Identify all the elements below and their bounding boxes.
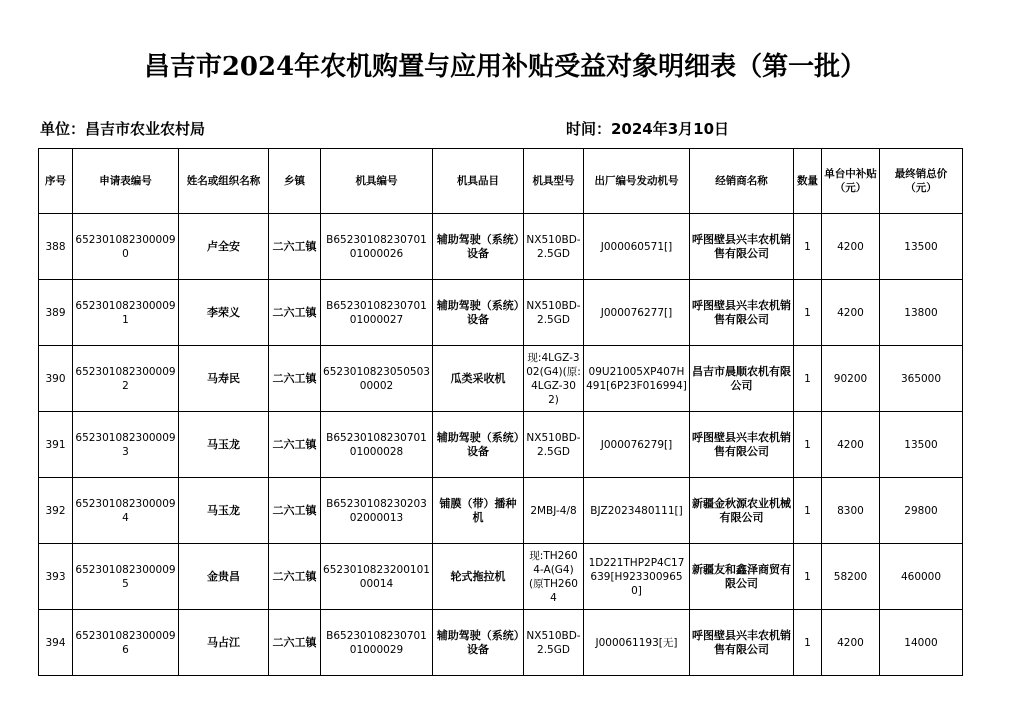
cell-index: [39, 412, 73, 478]
cell-text: 马占江: [207, 635, 240, 649]
cell-text: 马寿民: [207, 371, 240, 385]
cell-subsidy: [822, 214, 880, 280]
beneficiary-table: [38, 148, 963, 676]
table-row: [39, 214, 963, 280]
cell-machine-item: [433, 478, 524, 544]
cell-final-price: [880, 544, 963, 610]
cell-subsidy: [822, 610, 880, 676]
cell-text: 1: [804, 636, 811, 649]
cell-text: 铺膜（带）播种机: [439, 496, 517, 524]
cell-text: 新疆金秋源农业机械有限公司: [692, 496, 791, 524]
cell-quantity: [794, 280, 822, 346]
cell-index: [39, 544, 73, 610]
cell-text: 392: [45, 504, 66, 517]
cell-text: 13800: [904, 306, 938, 319]
cell-text: 马玉龙: [207, 437, 240, 451]
cell-text: 6523010823000090: [75, 233, 176, 260]
cell-machine-no: [321, 346, 433, 412]
cell-text: 6523010823000093: [75, 431, 176, 458]
cell-quantity: [794, 346, 822, 412]
cell-text: 394: [45, 636, 66, 649]
cell-quantity: [794, 478, 822, 544]
table-row: [39, 346, 963, 412]
cell-index: [39, 346, 73, 412]
cell-text: B6523010823070101000028: [326, 431, 427, 458]
cell-text: 2MBJ-4/8: [530, 504, 577, 517]
cell-town: [269, 412, 321, 478]
cell-text: 6523010823000094: [75, 497, 176, 524]
cell-name: [179, 412, 269, 478]
cell-factory-engine-no: [584, 412, 690, 478]
cell-town: [269, 280, 321, 346]
cell-name: [179, 346, 269, 412]
cell-factory-engine-no: [584, 280, 690, 346]
cell-text: 呼图壁县兴丰农机销售有限公司: [692, 232, 791, 260]
table-header-row: [39, 149, 963, 214]
header-subsidy: 单台中补贴（元）: [822, 149, 880, 214]
unit-label: 单位：昌吉市农业农村局: [40, 120, 206, 138]
cell-town: [269, 478, 321, 544]
cell-final-price: [880, 346, 963, 412]
cell-index: [39, 478, 73, 544]
cell-machine-no: [321, 412, 433, 478]
cell-subsidy: [822, 544, 880, 610]
cell-text: 现:TH2604-A(G4)(原TH2604: [529, 549, 578, 604]
cell-text: 4200: [837, 240, 864, 253]
cell-text: B6523010823070101000029: [326, 629, 427, 656]
cell-text: NX510BD-2.5GD: [526, 431, 581, 458]
cell-text: 388: [45, 240, 66, 253]
cell-text: 13500: [904, 240, 938, 253]
cell-name: [179, 280, 269, 346]
cell-machine-no: [321, 610, 433, 676]
cell-subsidy: [822, 412, 880, 478]
cell-text: 现:4LGZ-302(G4)(原:4LGZ-302): [526, 351, 581, 406]
header-index: 序号: [39, 149, 73, 214]
cell-subsidy: [822, 280, 880, 346]
cell-text: 二六工镇: [272, 437, 317, 451]
cell-text: BJZ2023480111[]: [590, 504, 683, 517]
cell-index: [39, 610, 73, 676]
cell-text: 1: [804, 372, 811, 385]
cell-text: 389: [45, 306, 66, 319]
cell-text: 90200: [833, 372, 868, 385]
cell-text: 1: [804, 306, 811, 319]
cell-text: 马玉龙: [207, 503, 240, 517]
cell-text: B6523010823070101000026: [326, 233, 427, 260]
cell-text: 呼图壁县兴丰农机销售有限公司: [692, 430, 791, 458]
cell-text: 1: [804, 570, 811, 583]
cell-text: 6523010823000096: [75, 629, 176, 656]
cell-text: 1: [804, 438, 811, 451]
cell-text: NX510BD-2.5GD: [526, 299, 581, 326]
cell-text: 14000: [904, 636, 938, 649]
cell-application-no: [73, 478, 179, 544]
cell-text: 二六工镇: [272, 503, 317, 517]
table-row: [39, 544, 963, 610]
cell-text: 4200: [837, 438, 864, 451]
cell-text: 390: [45, 372, 66, 385]
table-row: [39, 610, 963, 676]
cell-machine-model: [524, 214, 584, 280]
cell-text: 二六工镇: [272, 635, 317, 649]
cell-text: J000060571[]: [600, 240, 673, 253]
cell-text: 二六工镇: [272, 569, 317, 583]
table-row: [39, 478, 963, 544]
cell-machine-item: [433, 214, 524, 280]
cell-text: 卢全安: [207, 239, 240, 253]
cell-text: 辅助驾驶（系统）设备: [436, 232, 520, 260]
cell-machine-no: [321, 478, 433, 544]
cell-town: [269, 544, 321, 610]
cell-text: 二六工镇: [272, 239, 317, 253]
cell-index: [39, 214, 73, 280]
cell-text: 8300: [837, 504, 864, 517]
cell-text: NX510BD-2.5GD: [526, 233, 581, 260]
cell-text: 58200: [833, 570, 868, 583]
cell-final-price: [880, 478, 963, 544]
cell-machine-item: [433, 412, 524, 478]
cell-quantity: [794, 610, 822, 676]
cell-machine-model: [524, 412, 584, 478]
cell-dealer: [690, 280, 794, 346]
cell-dealer: [690, 214, 794, 280]
cell-machine-no: [321, 214, 433, 280]
cell-text: 29800: [904, 504, 938, 517]
cell-text: 辅助驾驶（系统）设备: [436, 628, 520, 656]
cell-machine-model: [524, 346, 584, 412]
cell-text: 瓜类采收机: [450, 371, 506, 385]
cell-factory-engine-no: [584, 346, 690, 412]
cell-name: [179, 544, 269, 610]
cell-text: 二六工镇: [272, 371, 317, 385]
cell-text: 新疆友和鑫泽商贸有限公司: [692, 562, 791, 590]
cell-text: 652301082305050300002: [323, 365, 430, 392]
page-title: 昌吉市2024年农机购置与应用补贴受益对象明细表（第一批）: [143, 52, 867, 82]
cell-text: 4200: [837, 306, 864, 319]
cell-machine-model: [524, 280, 584, 346]
header-machine-item: 机具品目: [433, 149, 524, 214]
cell-name: [179, 478, 269, 544]
cell-dealer: [690, 412, 794, 478]
cell-machine-model: [524, 478, 584, 544]
cell-text: 呼图壁县兴丰农机销售有限公司: [692, 628, 791, 656]
cell-application-no: [73, 346, 179, 412]
cell-application-no: [73, 214, 179, 280]
cell-text: 轮式拖拉机: [450, 569, 506, 583]
cell-factory-engine-no: [584, 478, 690, 544]
cell-text: 金贵昌: [207, 569, 240, 583]
cell-application-no: [73, 544, 179, 610]
cell-machine-item: [433, 610, 524, 676]
header-machine-model: 机具型号: [524, 149, 584, 214]
cell-text: J000076277[]: [600, 306, 673, 319]
cell-text: 6523010823000091: [75, 299, 176, 326]
cell-text: 6523010823000092: [75, 365, 176, 392]
cell-text: 二六工镇: [272, 305, 317, 319]
cell-factory-engine-no: [584, 214, 690, 280]
header-dealer: 经销商名称: [690, 149, 794, 214]
cell-final-price: [880, 280, 963, 346]
cell-text: 1: [804, 240, 811, 253]
cell-subsidy: [822, 346, 880, 412]
cell-machine-no: [321, 544, 433, 610]
cell-text: 652301082320010100014: [323, 563, 430, 590]
cell-text: J000076279[]: [600, 438, 673, 451]
cell-text: 09U21005XP407H491[6P23F016994]: [586, 365, 687, 392]
cell-final-price: [880, 412, 963, 478]
date-label: 时间：2024年3月10日: [566, 120, 730, 138]
cell-text: B6523010823020302000013: [326, 497, 427, 524]
cell-text: 1D221THP2P4C17639[H9233009650]: [588, 556, 685, 597]
header-machine-no: 机具编号: [321, 149, 433, 214]
cell-text: 13500: [904, 438, 938, 451]
cell-text: 呼图壁县兴丰农机销售有限公司: [692, 298, 791, 326]
cell-machine-model: [524, 544, 584, 610]
header-name: 姓名或组织名称: [179, 149, 269, 214]
cell-text: 4200: [837, 636, 864, 649]
cell-quantity: [794, 412, 822, 478]
cell-text: 391: [45, 438, 66, 451]
cell-machine-model: [524, 610, 584, 676]
cell-index: [39, 280, 73, 346]
cell-machine-no: [321, 280, 433, 346]
cell-town: [269, 610, 321, 676]
cell-text: 辅助驾驶（系统）设备: [436, 430, 520, 458]
cell-text: B6523010823070101000027: [326, 299, 427, 326]
cell-name: [179, 214, 269, 280]
cell-name: [179, 610, 269, 676]
header-factory-engine-no: 出厂编号发动机号: [584, 149, 690, 214]
cell-text: NX510BD-2.5GD: [526, 629, 581, 656]
cell-subsidy: [822, 478, 880, 544]
table-row: [39, 280, 963, 346]
cell-application-no: [73, 412, 179, 478]
cell-town: [269, 214, 321, 280]
cell-final-price: [880, 610, 963, 676]
cell-text: 460000: [900, 570, 942, 583]
cell-machine-item: [433, 544, 524, 610]
cell-dealer: [690, 610, 794, 676]
table-row: [39, 412, 963, 478]
cell-dealer: [690, 478, 794, 544]
cell-town: [269, 346, 321, 412]
cell-dealer: [690, 544, 794, 610]
cell-dealer: [690, 346, 794, 412]
cell-factory-engine-no: [584, 610, 690, 676]
cell-text: 393: [45, 570, 66, 583]
cell-text: 365000: [900, 372, 942, 385]
cell-text: 昌吉市晨顺农机有限公司: [692, 364, 791, 392]
cell-application-no: [73, 610, 179, 676]
cell-machine-item: [433, 280, 524, 346]
cell-text: J000061193[无]: [595, 636, 678, 649]
cell-factory-engine-no: [584, 544, 690, 610]
cell-text: 6523010823000095: [75, 563, 176, 590]
header-application-no: 申请表编号: [73, 149, 179, 214]
cell-text: 李荣义: [207, 305, 240, 319]
cell-machine-item: [433, 346, 524, 412]
cell-text: 1: [804, 504, 811, 517]
header-quantity: 数量: [794, 149, 822, 214]
cell-application-no: [73, 280, 179, 346]
cell-final-price: [880, 214, 963, 280]
cell-quantity: [794, 214, 822, 280]
cell-quantity: [794, 544, 822, 610]
header-town: 乡镇: [269, 149, 321, 214]
cell-text: 辅助驾驶（系统）设备: [436, 298, 520, 326]
header-final-price: 最终销总价（元）: [880, 149, 963, 214]
